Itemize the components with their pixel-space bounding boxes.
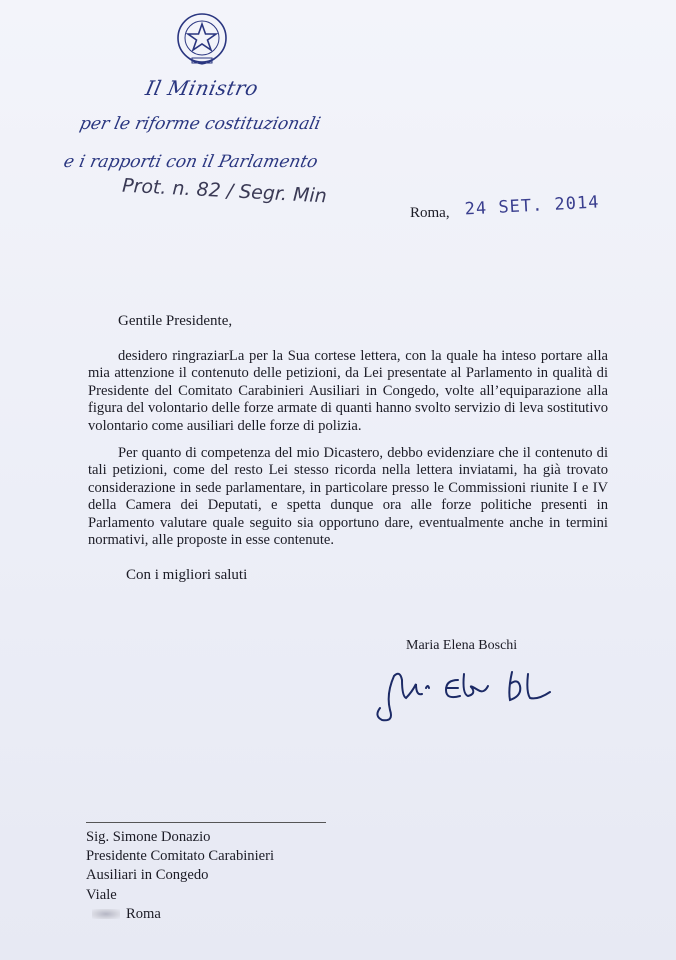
protocol-number: Prot. n. 82 / Segr. Min — [121, 174, 328, 208]
letterhead-ministry-line: per le riforme costituzionali — [77, 114, 323, 134]
addressee-name: Sig. Simone Donazio — [86, 829, 211, 845]
addressee-title: Presidente Comitato Carabinieri — [86, 848, 275, 865]
addressee-city: Roma — [126, 905, 161, 922]
body-paragraph-2: Per quanto di competenza del mio Dicastero, debbo evidenziare che il contenuto di tali petizioni, come del resto Lei stesso ricorda nella lettera inviatami, ha già trovato considerazione in sede parlamentare, in particolare presso le Commissioni riunite I e IV della Camera dei Deputati, e spetta dunque ora alle forze politiche presenti in Parlamento valutare quale seguito sia opportuno dare, eventualmente anche in termini normativi, alle proposte in esse contenute. — [88, 445, 608, 549]
addressee-organization: Ausiliari in Congedo — [86, 867, 209, 884]
redacted-address — [92, 909, 120, 919]
addressee-block — [86, 828, 274, 924]
letterhead-title: Il Ministro — [143, 76, 261, 100]
date-line — [410, 192, 601, 222]
addressee-street: Viale — [86, 886, 117, 903]
closing: Con i migliori saluti — [126, 567, 248, 583]
body-paragraph-1: desidero ringraziarLa per la Sua cortese lettera, con la quale ha inteso portare alla mia attenzione il contenuto delle petizioni, da Lei presentate al Parlamento in qualità di Presidente del Comitato Carabinieri Ausiliari in Congedo, volte all’equiparazione alla figura del volontario delle forze armate di quanti hanno svolto servizio di leva sostitutivo volontario come ausiliari delle forze di polizia. — [88, 348, 608, 434]
letter-body — [88, 348, 608, 559]
handwritten-signature — [372, 660, 572, 726]
addressee-city-line — [86, 905, 274, 924]
repubblica-italiana-emblem-icon — [174, 8, 230, 70]
address-divider — [86, 822, 326, 823]
salutation: Gentile Presidente, — [118, 313, 233, 329]
date-place: Roma, — [410, 205, 450, 221]
signer-name: Maria Elena Boschi — [406, 638, 518, 653]
date-stamp: 24 SET. 2014 — [464, 192, 601, 220]
letterhead-ministry-line-2: e i rapporti con il Parlamento — [61, 152, 320, 172]
